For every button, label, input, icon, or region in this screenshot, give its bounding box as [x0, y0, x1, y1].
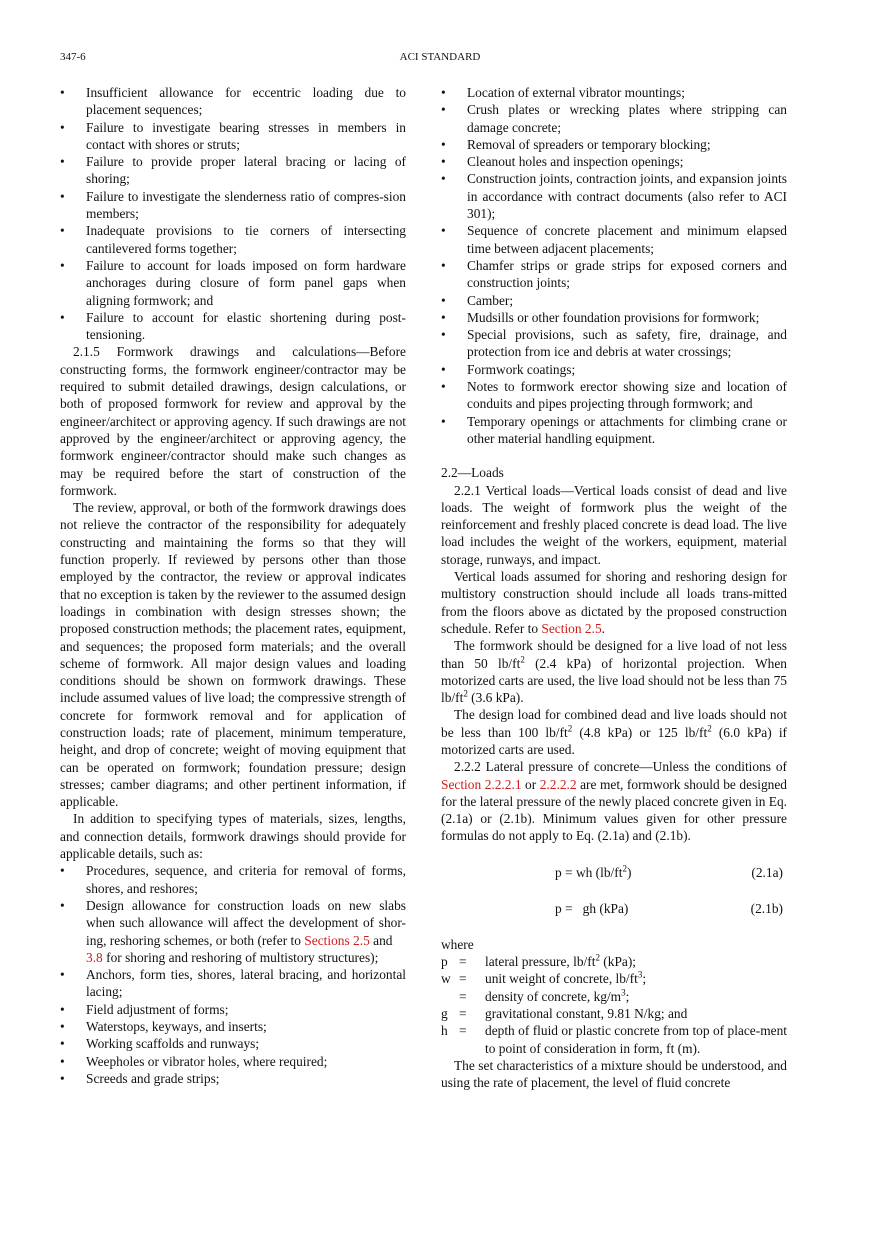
equation-2-1b [441, 900, 787, 917]
equals-sign: = [459, 988, 467, 1004]
paragraph-live-load [441, 637, 787, 706]
list-item-text: for shoring and reshoring of multistory structures); [106, 949, 379, 965]
variable-h [441, 1022, 787, 1057]
variable-definition: ; [642, 971, 647, 987]
list-item: • Failure to investigate bearing stresses in members in contact with shores or struts; [60, 119, 406, 154]
list-item: • Insufficient allowance for eccentric loading due to placement sequences; [60, 84, 406, 119]
list-item: • Failure to account for loads imposed on form hardware anchorages during closure of form panel gaps when aligning formwork; and [60, 257, 406, 309]
section-heading-loads: 2.2—Loads [441, 465, 504, 481]
equals-sign: = [459, 1023, 467, 1039]
paragraph-text: 2.2.2 Lateral pressure of concrete—Unless the conditions of [454, 759, 787, 775]
section-3-8-link[interactable]: 3.8 [86, 949, 103, 965]
paragraph-set-characteristics: The set characteristics of a mixture should be understood, and using the rate of placement, the level of fluid concrete [441, 1057, 787, 1091]
list-item: • Cleanout holes and inspection openings; [441, 153, 787, 170]
paragraph-text: (4.8 kPa) or 125 lb/ft [572, 724, 708, 740]
section-2-2-2-2-link[interactable]: 2.2.2.2 [539, 776, 577, 792]
section-2-2-2-1-link[interactable]: Section 2.2.2.1 [441, 776, 522, 792]
superscript: 2 [707, 723, 712, 734]
superscript: 2 [622, 863, 627, 874]
superscript: 3 [621, 987, 626, 998]
variable-symbol: p [441, 954, 448, 970]
list-item: • Failure to provide proper lateral bracing or lacing of shoring; [60, 153, 406, 188]
variable-g [441, 1005, 787, 1022]
superscript: 2 [567, 723, 573, 734]
variable-definition: unit weight of concrete, lb/ft [485, 971, 638, 987]
equation-number: (2.1a) [751, 864, 783, 880]
page-number: 347-6 [60, 51, 86, 63]
equals-sign: = [459, 954, 467, 970]
punctuation: . [601, 620, 606, 636]
paragraph-2-1-5: 2.1.5 Formwork drawings and calculations—Before constructing forms, the formwork engineer/contractor may be required to submit detailed drawings, design calculations, or both of proposed formwork for review and approval by the engineer/architect or approving agency. If such drawings are not approved by the engineer/architect or approving agency, the formwork engineer/contractor should make such changes as may be required before the start of construction of the formwork. [60, 344, 406, 498]
superscript: 2 [595, 952, 600, 963]
list-item: • Field adjustment of forms; [60, 1001, 406, 1018]
list-item: • Removal of spreaders or temporary blocking; [441, 136, 787, 153]
equals-sign: = [459, 971, 467, 987]
right-column [441, 84, 787, 1091]
list-item: • Anchors, form ties, shores, lateral bracing, and horizontal lacing; [60, 966, 406, 1001]
list-item: • Location of external vibrator mountings; [441, 84, 787, 101]
variable-rho [441, 988, 787, 1005]
equation-2-1a [441, 864, 787, 881]
sections-2-5-link[interactable]: Sections 2.5 [304, 932, 370, 948]
list-item: • Working scaffolds and runways; [60, 1035, 406, 1052]
list-item: • Weepholes or vibrator holes, where required; [60, 1053, 406, 1070]
conjunction: or [525, 776, 537, 792]
list-item: • Chamfer strips or grade strips for exposed corners and construction joints; [441, 257, 787, 292]
paragraph-text: (6.0 kPa) if motorized carts are used. [441, 724, 788, 757]
list-item: • Failure to account for elastic shortening during post-tensioning. [60, 309, 406, 344]
list-item-text: Design allowance for construction loads on new slabs when such allowance will affect the development of shor-ing, reshoring schemes, or both (refer to [86, 897, 406, 948]
list-item: • Temporary openings or attachments for climbing crane or other material handling equipment. [441, 413, 787, 448]
where-label: where [441, 936, 474, 952]
superscript: 2 [520, 654, 525, 665]
failure-list [60, 84, 406, 343]
paragraph-text: Vertical loads assumed for shoring and reshoring design for multistory construction should include all loads trans-mitted from the floors above as dictated by the proposed construction schedule. Refer to [441, 569, 787, 636]
list-item: • Screeds and grade strips; [60, 1070, 406, 1087]
equation-text: p = wh (lb/ft [555, 864, 623, 880]
paragraph-review: The review, approval, or both of the formwork drawings does not relieve the contractor of the responsibility for adequately constructing and maintaining the forms so that they will function properly. If reviewed by persons other than those employed by the contractor, the review or approval indicates that no exception is taken by the reviewer to the assumed design loadings in combination with design stresses shown; the proposed construction methods; the placement rates, equipment, and sequences; the proposed form materials; and the overall scheme of formwork. All major design values and loading conditions should be shown on formwork drawings. These include assumed values of live load; the compressive strength of concrete for formwork removal and for application of construction loads; rate of placement, minimum temperature, height, and drop of concrete; weight of moving equipment that can be operated on formwork; foundation pressure; design stresses; camber diagrams; and other pertinent information, if applicable. [60, 500, 406, 810]
variable-symbol: h [441, 1023, 448, 1039]
paragraph-design-load [441, 706, 787, 758]
list-item: • Crush plates or wrecking plates where stripping can damage concrete; [441, 101, 787, 136]
list-item: • Inadequate provisions to tie corners of intersecting cantilevered forms together; [60, 222, 406, 257]
paragraph-2-2-1: 2.2.1 Vertical loads—Vertical loads consist of dead and live loads. The weight of formwork plus the weight of the reinforcement and freshly placed concrete is dead load. The live load includes the weight of the workers, equipment, material storage, runways, and impact. [441, 482, 787, 567]
paragraph-vertical-loads [441, 568, 787, 637]
list-item: • Sequence of concrete placement and minimum elapsed time between adjacent placements; [441, 222, 787, 257]
variable-w [441, 970, 787, 987]
equation-expression: p = gh (kPa) [555, 900, 629, 916]
paragraph-2-2-2 [441, 758, 787, 844]
superscript: 3 [637, 969, 643, 980]
variable-symbol: w [441, 971, 451, 987]
paragraph-text: are met, formwork should be designed for the lateral pressure of the newly placed concrete given in Eq. (2.1a) or (2.1b). Minimum values given for other pressure formulas do not apply to Eq. (2.1a) and (2.1b). [441, 776, 787, 844]
variable-definition: lateral pressure, lb/ft [485, 954, 596, 970]
left-column [60, 84, 406, 1087]
details-list [60, 862, 406, 1087]
running-header: ACI STANDARD [399, 51, 481, 63]
variable-symbol: g [441, 1005, 448, 1021]
list-item: • Special provisions, such as safety, fire, drainage, and protection from ice and debris at water crossings; [441, 326, 787, 361]
paragraph-text: (2.4 kPa) of horizontal projection. When motorized carts are used, the live load should not be less than 75 lb/ft [441, 655, 787, 706]
list-item: • Waterstops, keyways, and inserts; [60, 1018, 406, 1035]
variable-definition: depth of fluid or plastic concrete from top of place-ment to point of consideration in form, ft (m). [485, 1023, 787, 1056]
variable-definition: density of concrete, kg/m [485, 988, 622, 1004]
equals-sign: = [459, 1005, 467, 1021]
list-item: • Formwork coatings; [441, 361, 787, 378]
variable-definition: ; [625, 988, 630, 1004]
variable-definition: (kPa); [599, 954, 637, 970]
equation-text: ) [626, 864, 632, 880]
variable-p [441, 953, 787, 970]
equation-number: (2.1b) [750, 900, 783, 916]
list-item: • Notes to formwork erector showing size and location of conduits and pipes projecting through formwork; and [441, 378, 787, 413]
conjunction: and [373, 932, 393, 948]
paragraph-addition: In addition to specifying types of materials, sizes, lengths, and connection details, formwork drawings should provide for applicable details, such as: [60, 811, 406, 862]
paragraph-text: The design load for combined dead and live loads should not be less than 100 lb/ft [441, 707, 787, 740]
list-item: • Mudsills or other foundation provisions for formwork; [441, 309, 787, 326]
superscript: 2 [463, 688, 468, 699]
details-list-continued [441, 84, 787, 447]
paragraph-text: (3.6 kPa). [467, 690, 524, 706]
list-item: • Construction joints, contraction joints, and expansion joints in accordance with contract documents (also refer to ACI 301); [441, 170, 787, 222]
list-item [60, 897, 406, 966]
paragraph-text: The formwork should be designed for a live load of not less than 50 lb/ft [441, 638, 787, 671]
list-item: • Camber; [441, 292, 787, 309]
equation-expression [555, 864, 631, 881]
list-item: • Procedures, sequence, and criteria for removal of forms, shores, and reshores; [60, 862, 406, 897]
section-2-5-link[interactable]: Section 2.5 [541, 620, 602, 636]
list-item: • Failure to investigate the slenderness ratio of compres-sion members; [60, 188, 406, 223]
variable-definition: gravitational constant, 9.81 N/kg; and [485, 1005, 688, 1021]
